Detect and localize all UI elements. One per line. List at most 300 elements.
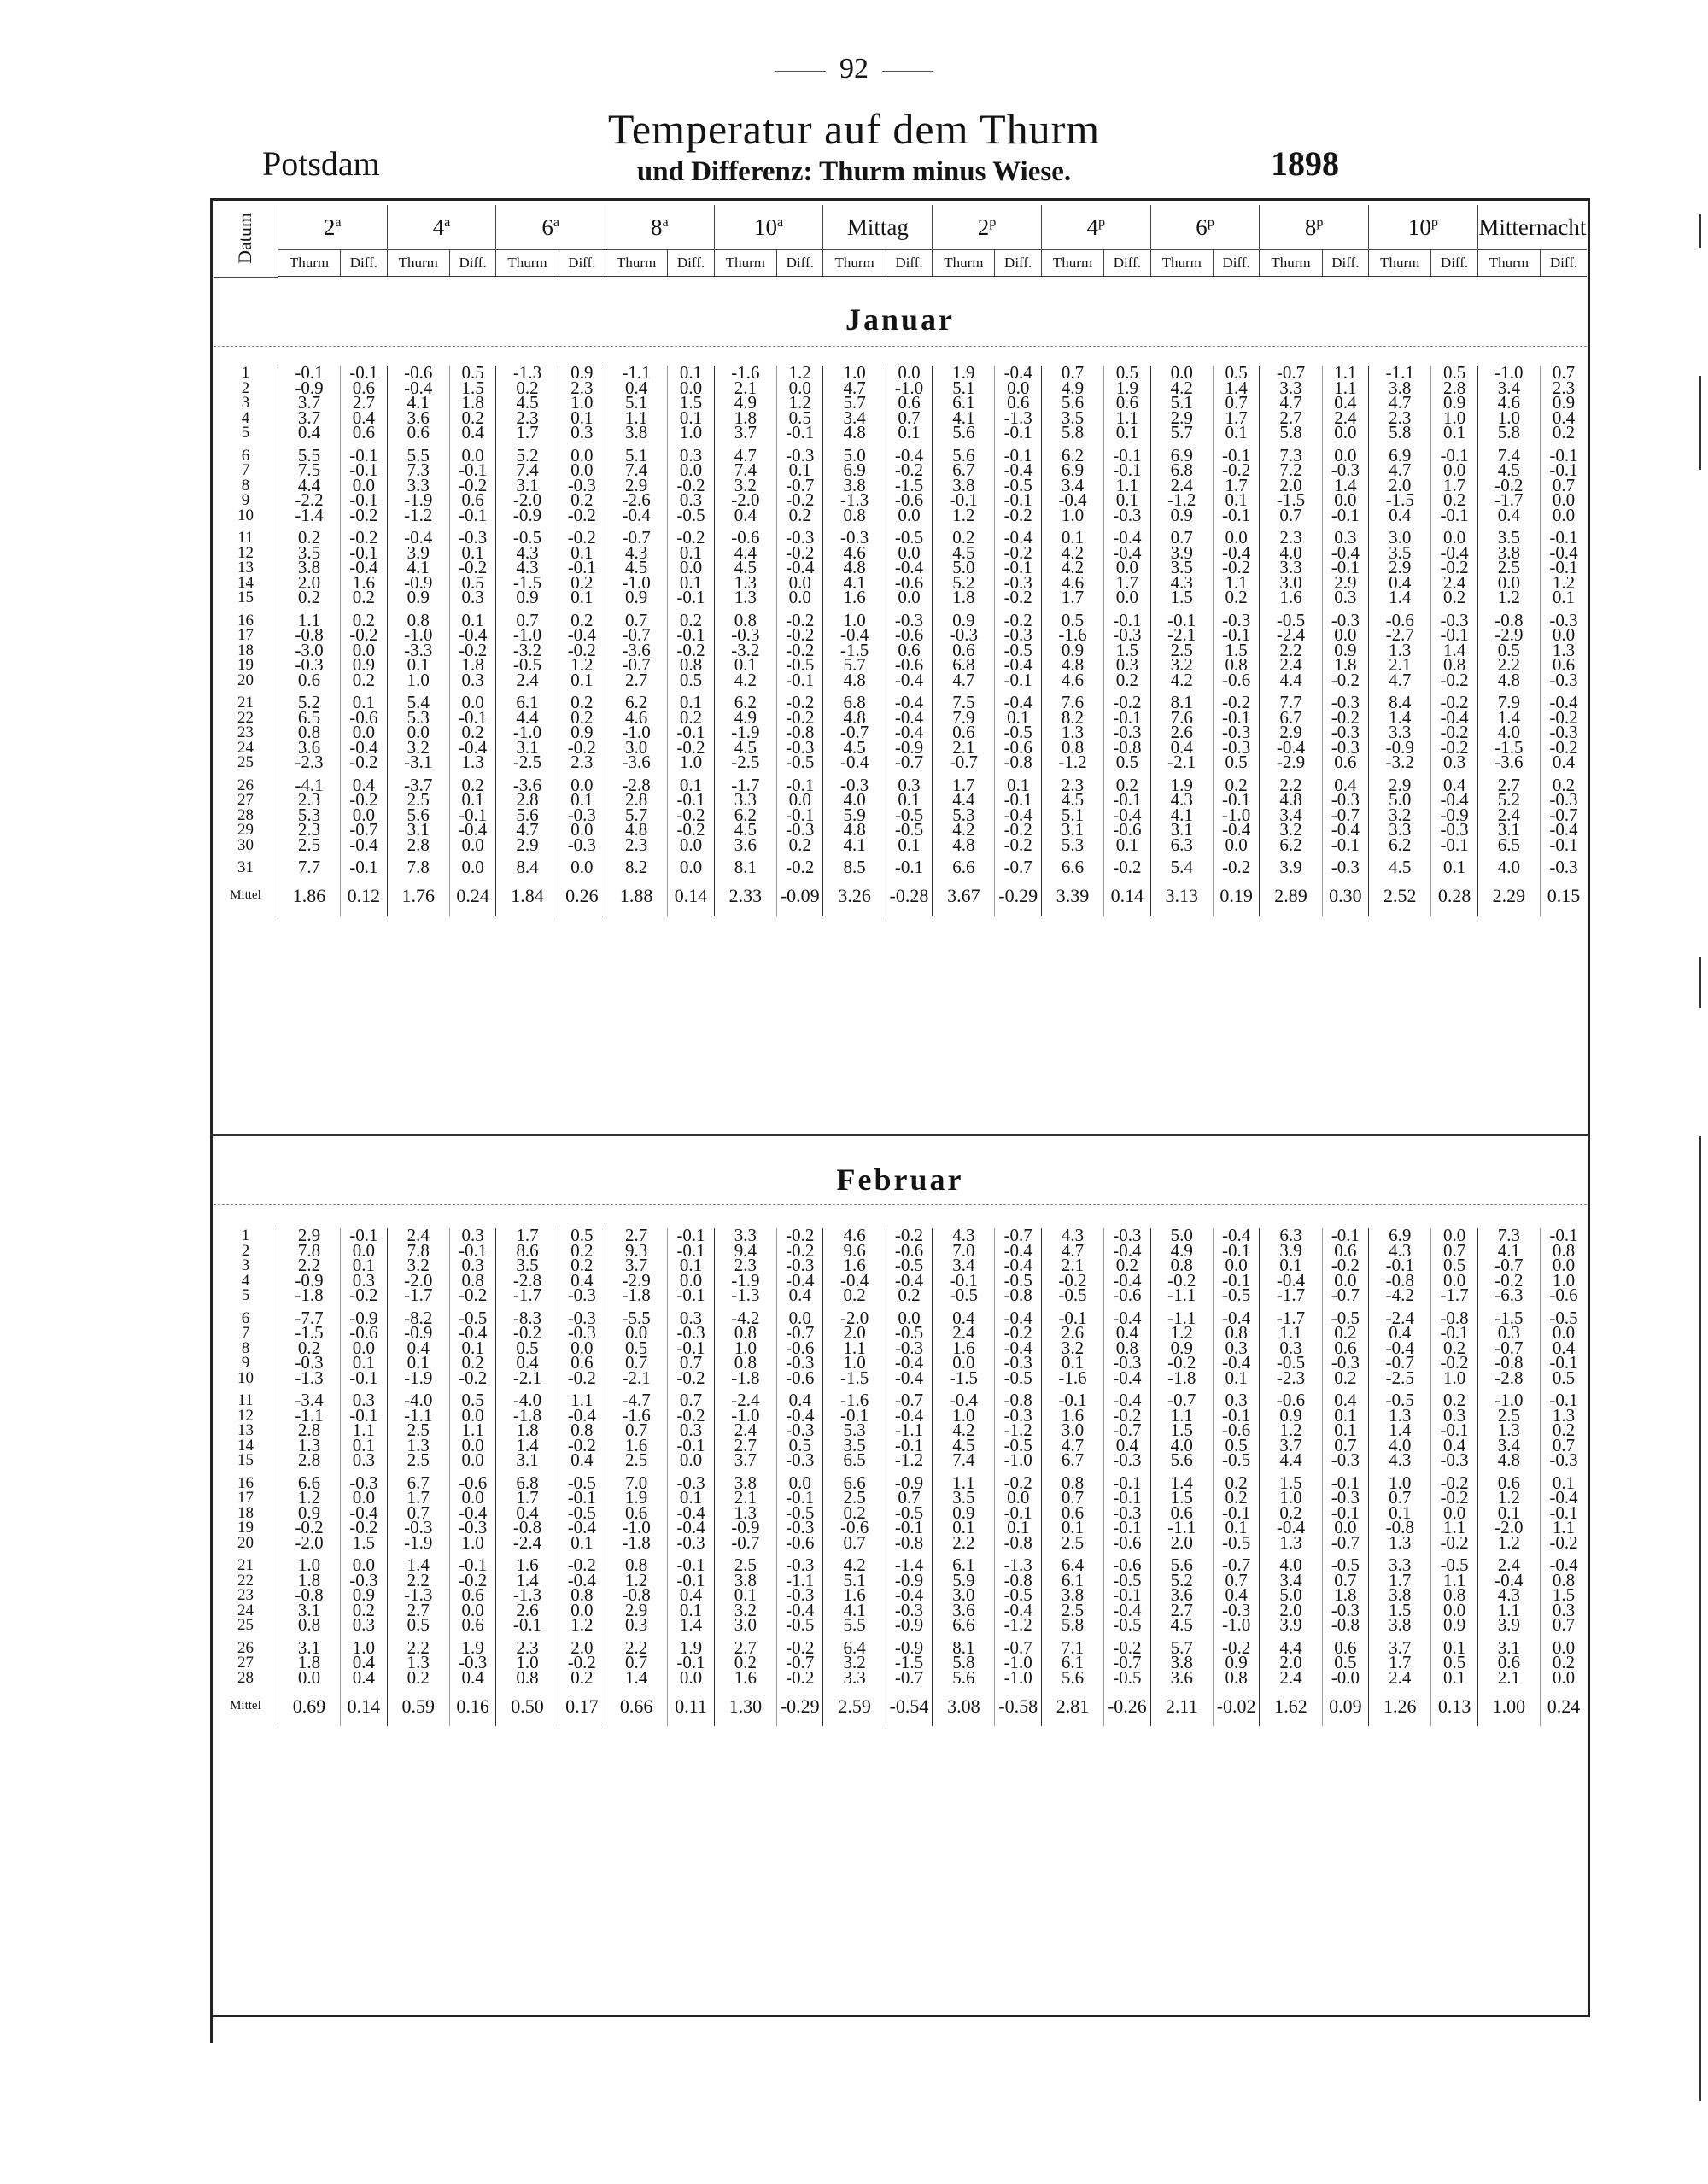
diff-cell: 0.0 (341, 1244, 387, 1259)
thurm-cell: 4.3 (1041, 1228, 1103, 1244)
diff-cell: -0.3 (777, 1453, 823, 1468)
diff-cell: -0.1 (1431, 508, 1477, 524)
diff-cell: 0.1 (559, 546, 605, 561)
thurm-cell: 4.4 (278, 478, 340, 494)
diff-cell: -0.5 (995, 1438, 1041, 1454)
thurm-cell: -1.3 (496, 366, 559, 381)
diff-cell: 0.4 (1322, 395, 1368, 411)
thurm-cell: 6.1 (933, 395, 995, 411)
diff-cell: 1.1 (449, 1423, 495, 1438)
diff-cell: -0.5 (995, 643, 1041, 659)
day-cell: 4 (241, 408, 250, 427)
thurm-cell: 5.2 (1477, 793, 1540, 808)
diff-cell: -0.4 (1104, 1244, 1150, 1259)
diff-cell: -0.6 (886, 493, 932, 508)
table-row (214, 1536, 1587, 1551)
thurm-cell: 3.5 (1150, 560, 1213, 576)
diff-cell: 0.4 (777, 1288, 823, 1303)
diff-cell: -0.6 (886, 628, 932, 643)
diff-cell: -0.3 (1322, 860, 1368, 875)
thurm-cell: 2.5 (1041, 1603, 1103, 1619)
diff-cell: 1.8 (449, 395, 495, 411)
thurm-cell: 7.9 (933, 711, 995, 726)
table-row (214, 1453, 1587, 1468)
diff-cell: 0.0 (777, 1476, 823, 1491)
diff-cell: -0.1 (341, 493, 387, 508)
diff-cell: 0.8 (559, 1588, 605, 1603)
thurm-cell: 0.2 (496, 381, 559, 396)
thurm-cell: 1.0 (387, 673, 449, 688)
thurm-subheader: Thurm (1477, 250, 1540, 278)
diff-cell: -0.2 (1104, 1641, 1150, 1656)
thurm-cell: 4.1 (823, 838, 886, 853)
diff-cell: 0.5 (559, 1228, 605, 1244)
day-cell: 16 (237, 1473, 254, 1492)
thurm-cell: -0.6 (714, 530, 776, 546)
thurm-cell: 0.6 (387, 425, 449, 441)
thurm-cell: -0.9 (714, 1520, 776, 1536)
thurm-cell: -0.7 (605, 628, 668, 643)
thurm-cell: -0.9 (387, 1326, 449, 1341)
diff-cell: -0.4 (886, 725, 932, 741)
thurm-cell: 1.6 (823, 590, 886, 606)
diff-cell: -0.9 (886, 741, 932, 756)
diff-cell: -0.3 (559, 808, 605, 823)
thurm-cell: 6.1 (1041, 1573, 1103, 1589)
time-header: 2$^p$ (933, 205, 1042, 250)
diff-cell: -0.7 (777, 478, 823, 494)
diff-cell: -0.2 (1213, 560, 1259, 576)
mittel-cell: 2.11 (1150, 1685, 1213, 1726)
diff-cell: 0.7 (1541, 366, 1587, 381)
thurm-cell: 6.8 (933, 658, 995, 673)
diff-cell: 0.7 (1541, 1618, 1587, 1633)
thurm-cell: 5.6 (933, 1671, 995, 1686)
thurm-cell: -1.6 (714, 366, 776, 381)
diff-cell: 0.2 (1104, 1258, 1150, 1274)
thurm-subheader: Thurm (714, 250, 776, 278)
thurm-cell: 3.2 (1369, 808, 1431, 823)
table-row (214, 1288, 1587, 1303)
diff-cell: -0.3 (559, 1311, 605, 1326)
thurm-cell: 3.8 (1369, 381, 1431, 396)
diff-cell: 0.5 (449, 576, 495, 591)
diff-cell: -0.3 (1104, 1453, 1150, 1468)
thurm-cell: 2.5 (387, 1423, 449, 1438)
diff-cell: 1.2 (559, 658, 605, 673)
diff-cell: -0.1 (1104, 463, 1150, 478)
thurm-cell: 8.6 (496, 1244, 559, 1259)
thurm-cell: -0.1 (823, 1408, 886, 1424)
diff-cell: 0.5 (1104, 366, 1150, 381)
day-cell: 15 (237, 1451, 254, 1470)
diff-subheader: Diff. (995, 250, 1041, 278)
thurm-cell: 3.5 (1477, 530, 1540, 546)
thurm-cell: -1.7 (387, 1288, 449, 1303)
thurm-cell: -1.8 (605, 1536, 668, 1551)
thurm-cell: 4.4 (1260, 1641, 1322, 1656)
mittel-cell: -0.54 (886, 1685, 932, 1726)
diff-cell: -0.6 (449, 1476, 495, 1491)
diff-cell: -0.5 (886, 823, 932, 838)
mittel-cell: -0.29 (777, 1685, 823, 1726)
thurm-cell: -0.7 (605, 658, 668, 673)
thurm-cell: 3.2 (1041, 1341, 1103, 1356)
diff-cell: -0.2 (559, 530, 605, 546)
diff-cell: 0.5 (1431, 366, 1477, 381)
thurm-cell: 2.5 (1477, 560, 1540, 576)
diff-cell: -0.3 (1322, 741, 1368, 756)
thurm-cell: 0.1 (714, 658, 776, 673)
diff-cell: 0.3 (668, 1423, 714, 1438)
diff-cell: -0.2 (449, 643, 495, 659)
diff-cell: 0.4 (777, 1393, 823, 1408)
diff-cell: 0.1 (1322, 1423, 1368, 1438)
diff-cell: 1.1 (1213, 576, 1259, 591)
thurm-cell: 4.3 (1369, 1244, 1431, 1259)
day-cell: 12 (237, 1406, 254, 1425)
thurm-cell: 3.8 (1369, 1588, 1431, 1603)
thurm-cell: 4.5 (714, 560, 776, 576)
diff-cell: -1.2 (886, 1453, 932, 1468)
diff-cell: -0.1 (668, 1341, 714, 1356)
thurm-cell: 1.5 (1260, 1476, 1322, 1491)
thurm-cell: 4.3 (496, 560, 559, 576)
diff-cell: -0.3 (777, 1258, 823, 1274)
diff-cell: 0.3 (886, 778, 932, 793)
mittel-cell: 0.28 (1431, 875, 1477, 916)
diff-cell: -0.1 (1431, 448, 1477, 464)
diff-cell: 0.0 (995, 1490, 1041, 1506)
diff-cell: -0.3 (1104, 628, 1150, 643)
thurm-cell: 3.3 (1369, 823, 1431, 838)
thurm-cell: 0.7 (605, 613, 668, 629)
diff-cell: -0.4 (1104, 1274, 1150, 1289)
thurm-cell: 1.7 (1369, 1573, 1431, 1589)
thurm-cell: 4.6 (823, 1228, 886, 1244)
thurm-cell: 7.6 (1150, 711, 1213, 726)
diff-cell: 0.6 (449, 1618, 495, 1633)
time-header: 4$^a$ (387, 205, 496, 250)
thurm-cell: -0.9 (278, 1274, 340, 1289)
thurm-cell: 5.1 (605, 395, 668, 411)
diff-cell: -0.4 (995, 695, 1041, 711)
diff-cell: 0.1 (668, 1603, 714, 1619)
table-row (214, 755, 1587, 770)
thurm-cell: 4.6 (823, 546, 886, 561)
diff-cell: -0.7 (1213, 1558, 1259, 1573)
diff-cell: 0.1 (559, 1536, 605, 1551)
diff-cell: -0.3 (1541, 725, 1587, 741)
diff-cell: -0.2 (449, 1288, 495, 1303)
diff-cell: 0.0 (1322, 448, 1368, 464)
diff-cell: -0.6 (886, 576, 932, 591)
diff-cell: -0.2 (995, 823, 1041, 838)
thurm-cell: 2.4 (387, 1228, 449, 1244)
thurm-cell: 5.8 (1369, 425, 1431, 441)
diff-cell: 0.7 (1322, 1573, 1368, 1589)
thurm-cell: 6.8 (1150, 463, 1213, 478)
thurm-cell: 3.5 (1041, 411, 1103, 426)
thurm-cell: 7.3 (1477, 1228, 1540, 1244)
thurm-cell: 7.1 (1041, 1641, 1103, 1656)
diff-cell: 1.5 (341, 1536, 387, 1551)
diff-cell: -0.8 (1431, 1311, 1477, 1326)
thurm-cell: -0.1 (1150, 613, 1213, 629)
thurm-cell: 0.6 (1477, 1655, 1540, 1671)
diff-cell: 0.0 (559, 448, 605, 464)
thurm-cell: 4.7 (1369, 395, 1431, 411)
thurm-cell: -1.7 (1260, 1311, 1322, 1326)
diff-cell: -0.6 (995, 741, 1041, 756)
mittel-cell: 0.19 (1213, 875, 1259, 916)
diff-cell: -1.2 (995, 1618, 1041, 1633)
diff-cell: -0.8 (995, 1288, 1041, 1303)
thurm-cell: 2.0 (1260, 1603, 1322, 1619)
diff-cell: -0.4 (341, 560, 387, 576)
thurm-cell: -0.2 (1477, 1274, 1540, 1289)
thurm-cell: 7.7 (278, 860, 340, 875)
month-separator (210, 1134, 1590, 1136)
diff-cell: -0.2 (341, 530, 387, 546)
thurm-cell: 1.4 (1369, 1423, 1431, 1438)
diff-cell: 0.4 (1431, 778, 1477, 793)
day-cell: 8 (241, 1338, 250, 1357)
diff-cell: -0.3 (559, 1288, 605, 1303)
diff-cell: 0.3 (1431, 755, 1477, 770)
diff-cell: 0.0 (1322, 1274, 1368, 1289)
thurm-cell: 5.8 (1260, 425, 1322, 441)
diff-cell: -0.2 (1541, 741, 1587, 756)
thurm-cell: 0.1 (387, 1355, 449, 1371)
time-header: 4$^p$ (1041, 205, 1150, 250)
diff-cell: -0.4 (1431, 546, 1477, 561)
thurm-cell: 6.3 (1260, 1228, 1322, 1244)
mittel-cell: 2.29 (1477, 875, 1540, 916)
diff-cell: 0.8 (559, 1423, 605, 1438)
diff-cell: -0.1 (341, 366, 387, 381)
diff-cell: -0.2 (995, 613, 1041, 629)
thurm-cell: 0.9 (278, 1506, 340, 1521)
diff-cell: -0.3 (777, 741, 823, 756)
thurm-cell: -0.7 (1369, 1355, 1431, 1371)
diff-cell: 0.0 (449, 448, 495, 464)
diff-cell: -0.2 (449, 1371, 495, 1386)
diff-cell: -0.6 (886, 1244, 932, 1259)
diff-cell: -0.4 (1104, 1603, 1150, 1619)
thurm-cell: 4.2 (933, 1423, 995, 1438)
diff-cell: -0.1 (668, 1558, 714, 1573)
thurm-cell: 3.8 (1369, 1618, 1431, 1633)
diff-cell: -0.5 (1104, 1671, 1150, 1686)
thurm-cell: 2.4 (1150, 478, 1213, 494)
thurm-cell: 6.9 (823, 463, 886, 478)
thurm-cell: 6.3 (1150, 838, 1213, 853)
thurm-cell: 0.5 (496, 1341, 559, 1356)
thurm-cell: -1.5 (1477, 1311, 1540, 1326)
diff-cell: -0.5 (777, 755, 823, 770)
diff-cell: -0.5 (995, 1274, 1041, 1289)
thurm-cell: 7.5 (278, 463, 340, 478)
diff-cell: -0.3 (777, 1423, 823, 1438)
table-row (214, 425, 1587, 441)
diff-cell: -0.1 (1104, 711, 1150, 726)
thurm-cell: 2.2 (605, 1641, 668, 1656)
thurm-cell: 2.5 (823, 1490, 886, 1506)
mittel-cell: 0.24 (449, 875, 495, 916)
diff-cell: -0.3 (777, 1558, 823, 1573)
diff-cell: -0.1 (1541, 1393, 1587, 1408)
day-cell: 17 (237, 626, 254, 645)
thurm-cell: 1.6 (823, 1258, 886, 1274)
diff-cell: 0.3 (1322, 590, 1368, 606)
thurm-cell: 0.2 (278, 530, 340, 546)
diff-cell: 1.2 (777, 366, 823, 381)
thurm-cell: -1.6 (823, 1393, 886, 1408)
thurm-cell: 2.1 (1477, 1671, 1540, 1686)
diff-cell: 0.0 (777, 1311, 823, 1326)
thurm-cell: -1.1 (1150, 1288, 1213, 1303)
diff-cell: 0.0 (1322, 425, 1368, 441)
diff-cell: -0.6 (1213, 1423, 1259, 1438)
mittel-cell: 1.00 (1477, 1685, 1540, 1726)
thurm-cell: 7.8 (387, 860, 449, 875)
thurm-cell: 4.5 (1041, 793, 1103, 808)
diff-cell: -0.1 (668, 725, 714, 741)
diff-cell: 0.2 (559, 1258, 605, 1274)
thurm-cell: 4.2 (1150, 673, 1213, 688)
thurm-cell: -0.7 (1260, 366, 1322, 381)
thurm-cell: -0.8 (1369, 1520, 1431, 1536)
thurm-cell: 1.2 (1477, 1536, 1540, 1551)
thurm-cell: -3.2 (714, 643, 776, 659)
diff-cell: -0.7 (886, 1393, 932, 1408)
thurm-cell: 4.5 (714, 741, 776, 756)
thurm-cell: -1.3 (496, 1588, 559, 1603)
diff-cell: -0.4 (995, 463, 1041, 478)
thurm-cell: 2.3 (496, 1641, 559, 1656)
diff-cell: -0.3 (668, 1536, 714, 1551)
thurm-cell: 1.3 (714, 576, 776, 591)
diff-cell: -1.5 (886, 1655, 932, 1671)
thurm-cell: 1.5 (1150, 1490, 1213, 1506)
thurm-cell: 3.5 (933, 1490, 995, 1506)
thurm-cell: 3.9 (1150, 546, 1213, 561)
diff-cell: 0.3 (1541, 1603, 1587, 1619)
thurm-cell: 3.4 (823, 411, 886, 426)
thurm-cell: 3.7 (278, 395, 340, 411)
diff-subheader: Diff. (1322, 250, 1368, 278)
thurm-cell: -4.0 (496, 1393, 559, 1408)
diff-cell: -0.2 (341, 755, 387, 770)
time-header: 8$^p$ (1260, 205, 1369, 250)
thurm-cell: 1.6 (823, 1588, 886, 1603)
diff-cell: 0.0 (1213, 838, 1259, 853)
thurm-cell: 2.4 (1369, 1671, 1431, 1686)
diff-cell: -1.1 (886, 1423, 932, 1438)
diff-cell: -0.1 (1322, 1506, 1368, 1521)
thurm-cell: 6.9 (1041, 463, 1103, 478)
thurm-cell: 1.3 (387, 1438, 449, 1454)
diff-cell: -0.5 (777, 1618, 823, 1633)
thurm-cell: 2.9 (1369, 560, 1431, 576)
thurm-cell: 0.4 (496, 1506, 559, 1521)
diff-cell: 0.2 (559, 695, 605, 711)
thurm-cell: -0.5 (1260, 613, 1322, 629)
diff-cell: 0.2 (1213, 1490, 1259, 1506)
thurm-cell: 6.5 (823, 1453, 886, 1468)
thurm-cell: 3.3 (387, 478, 449, 494)
diff-cell: 0.5 (1431, 1655, 1477, 1671)
thurm-cell: 6.6 (1041, 860, 1103, 875)
thurm-cell: 0.2 (278, 1341, 340, 1356)
thurm-cell: 1.1 (1260, 1326, 1322, 1341)
thurm-cell: 3.1 (496, 1453, 559, 1468)
thurm-cell: 2.4 (714, 1423, 776, 1438)
thurm-cell: 1.4 (1150, 1476, 1213, 1491)
thurm-cell: 6.1 (496, 695, 559, 711)
mittel-cell: 0.14 (668, 875, 714, 916)
thurm-cell: -2.0 (1477, 1520, 1540, 1536)
thurm-cell: 2.9 (605, 478, 668, 494)
mittel-label: Mittel (230, 1698, 261, 1713)
diff-cell: 1.8 (1322, 658, 1368, 673)
thurm-cell: 5.5 (278, 448, 340, 464)
thurm-cell: 0.9 (1150, 508, 1213, 524)
diff-cell: 0.2 (559, 711, 605, 726)
thurm-cell: 1.2 (1477, 590, 1540, 606)
diff-cell: 0.0 (449, 860, 495, 875)
thurm-cell: 2.9 (605, 1603, 668, 1619)
diff-cell: 1.2 (559, 1618, 605, 1633)
diff-cell: -0.2 (995, 546, 1041, 561)
day-cell: 25 (237, 1616, 254, 1635)
diff-cell: -0.2 (1431, 695, 1477, 711)
thurm-cell: 4.0 (1477, 860, 1540, 875)
thurm-cell: 1.2 (1150, 1326, 1213, 1341)
thurm-cell: 4.7 (933, 673, 995, 688)
day-cell: 22 (237, 708, 254, 727)
diff-cell: 1.1 (1431, 1573, 1477, 1589)
diff-cell: 0.2 (1213, 1476, 1259, 1491)
mittel-cell: 0.69 (278, 1685, 340, 1726)
diff-cell: -0.1 (777, 425, 823, 441)
diff-cell: -0.4 (449, 1326, 495, 1341)
day-cell: 18 (237, 1503, 254, 1522)
thurm-cell: 1.0 (823, 1355, 886, 1371)
diff-cell: -0.3 (1322, 1490, 1368, 1506)
diff-cell: -0.5 (1213, 1536, 1259, 1551)
thurm-cell: 2.7 (1260, 411, 1322, 426)
thurm-cell: 3.8 (1150, 1655, 1213, 1671)
diff-cell: -0.8 (1104, 741, 1150, 756)
diff-cell: 0.2 (1322, 1326, 1368, 1341)
thurm-cell: 0.4 (933, 1311, 995, 1326)
diff-cell: -0.5 (886, 1506, 932, 1521)
diff-cell: -0.2 (995, 838, 1041, 853)
thurm-cell: 4.2 (1041, 560, 1103, 576)
diff-cell: 1.4 (1431, 643, 1477, 659)
diff-cell: -0.2 (777, 1641, 823, 1656)
diff-cell: 0.0 (1541, 1671, 1587, 1686)
diff-cell: 0.6 (1322, 755, 1368, 770)
thurm-cell: 5.6 (1041, 395, 1103, 411)
diff-cell: 0.0 (449, 1490, 495, 1506)
thurm-cell: -1.0 (1477, 366, 1540, 381)
thurm-cell: 3.9 (1260, 860, 1322, 875)
thurm-cell: 4.4 (1260, 1453, 1322, 1468)
diff-cell: 2.4 (1322, 411, 1368, 426)
